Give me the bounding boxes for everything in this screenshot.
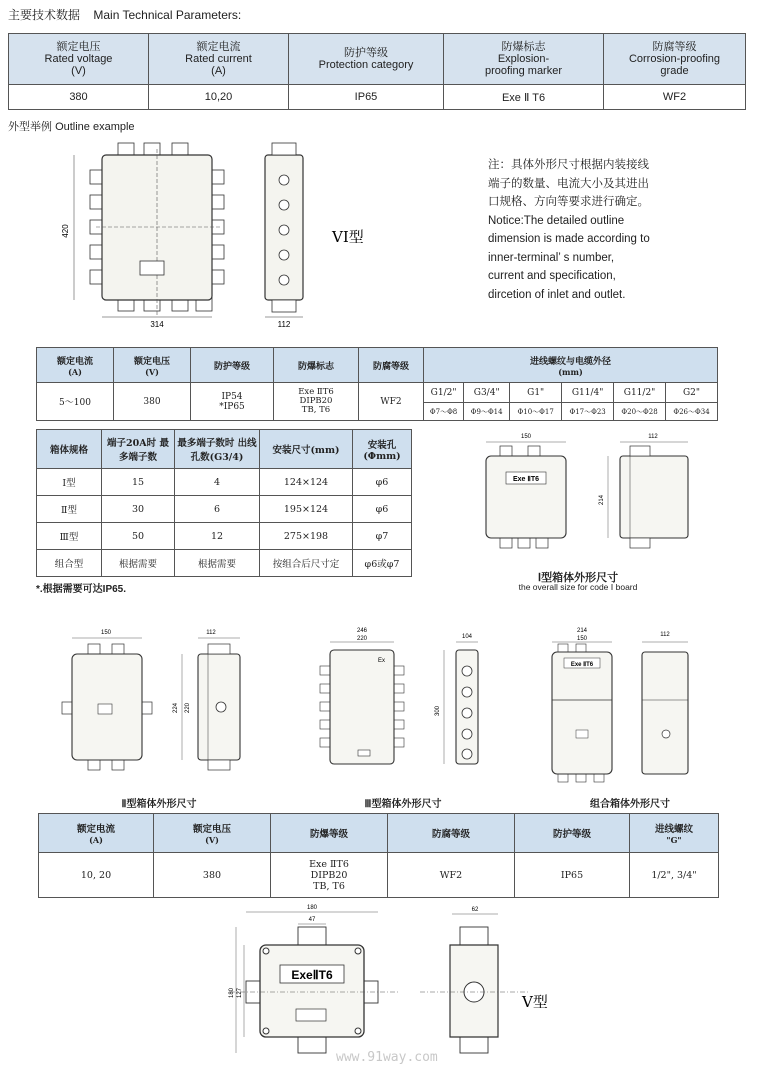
table-row: Ⅰ型 15 4 124×124 φ6 [37, 469, 412, 496]
svg-text:214: 214 [599, 494, 605, 506]
table-cell: IP54 *IP65 [191, 383, 274, 421]
page-heading [8, 6, 241, 23]
watermark: www.91way.com [336, 1050, 438, 1065]
table-cell: 380 [9, 85, 149, 110]
svg-text:246: 246 [356, 628, 368, 634]
vi-type-label: VI型 [332, 228, 364, 246]
heading-cn: 主要技术数据 [8, 8, 81, 22]
note-en-line: dimension is made according to [488, 233, 650, 245]
header-cell: 进线螺纹 "G" [630, 814, 719, 853]
table-row: Ⅱ型 30 6 195×124 φ6 [37, 496, 412, 523]
table-cell: WF2 [604, 85, 746, 110]
table-cell: Φ17～Φ23 [562, 403, 614, 421]
table-cell: G1" [510, 383, 562, 403]
header-cell: 防腐等级 [388, 814, 515, 853]
note-en-line: inner-terminal’ s number, [488, 251, 615, 264]
header-cell: 额定电压 Rated voltage (V) [9, 34, 149, 85]
outline-title: 外型举例 Outline example [8, 121, 135, 133]
vi-type-drawing [60, 135, 364, 330]
svg-text:150: 150 [520, 434, 532, 440]
table-cell: IP65 [515, 853, 630, 898]
table-cell: G2" [666, 383, 718, 403]
note-en-line: dircetion of inlet and outlet. [488, 288, 626, 301]
svg-text:224: 224 [173, 702, 179, 714]
v-type-label: V型 [522, 993, 548, 1011]
svg-text:127: 127 [237, 987, 243, 999]
svg-text:150: 150 [576, 636, 588, 642]
thread-spec-table [36, 347, 718, 421]
note-block [488, 156, 650, 304]
type3-marker: Ex [378, 658, 386, 664]
note-cn-line: 注：具体外形尺寸根据内装接线 [488, 159, 649, 171]
svg-text:214: 214 [576, 628, 588, 634]
header-cell: 防爆标志 Explosion- proofing marker [444, 34, 604, 85]
header-cell: 额定电流 (A) [37, 348, 114, 383]
table3-footnote: *.根据需要可达IP65. [36, 584, 127, 595]
header-cell: 防护等级 Protection category [289, 34, 444, 85]
vi-dim-depth: 112 [277, 320, 291, 329]
header-cell: 箱体规格 [37, 430, 102, 469]
table-cell: Exe Ⅱ T6 [444, 85, 604, 110]
svg-text:150: 150 [100, 630, 112, 636]
table-cell: Φ20～Φ28 [614, 403, 666, 421]
svg-text:300: 300 [435, 705, 441, 717]
svg-text:180: 180 [306, 905, 318, 911]
header-cell: 防腐等级 Corrosion-proofing grade [604, 34, 746, 85]
table-cell: 1/2", 3/4" [630, 853, 719, 898]
svg-text:180: 180 [229, 987, 235, 999]
table-cell: Φ26～Φ34 [666, 403, 718, 421]
type3-caption: Ⅲ型箱体外形尺寸 [364, 799, 442, 810]
table-cell: Φ9～Φ14 [464, 403, 510, 421]
table-cell: WF2 [388, 853, 515, 898]
svg-text:47: 47 [308, 917, 316, 923]
combo-marker: Exe ⅡT6 [570, 662, 594, 668]
table-cell: G1/2" [424, 383, 464, 403]
table-cell: G3/4" [464, 383, 510, 403]
table-cell: IP65 [289, 85, 444, 110]
header-cell: 安装孔(Φmm) [353, 430, 412, 469]
box-spec-table [36, 429, 412, 577]
type1-marker: Exe ⅡT6 [512, 476, 540, 483]
header-cell: 防护等级 [515, 814, 630, 853]
table-cell: G11/2" [614, 383, 666, 403]
header-cell: 额定电压 (V) [114, 348, 191, 383]
table-cell: 5～100 [37, 383, 114, 421]
header-cell: 防爆标志 [274, 348, 359, 383]
table-row: 组合型 根据需要 根据需要 按组合后尺寸定 φ6或φ7 [37, 550, 412, 577]
table-cell: Φ10～Φ17 [510, 403, 562, 421]
header-cell: 防爆等级 [271, 814, 388, 853]
vi-dim-width: 314 [150, 320, 164, 329]
header-cell: 进线螺纹与电缆外径 (mm) [424, 348, 718, 383]
table-row: Ⅲ型 50 12 275×198 φ7 [37, 523, 412, 550]
note-cn-line: 端子的数量、电流大小及其进出 [488, 177, 649, 190]
table-cell: Exe ⅡT6 DIPB20 TB, T6 [274, 383, 359, 421]
header-cell: 安装尺寸(mm) [260, 430, 353, 469]
v-type-drawing [230, 903, 550, 1068]
header-cell: 防护等级 [191, 348, 274, 383]
v-marker: ExeⅡT6 [291, 968, 333, 982]
type2-drawing [58, 626, 258, 796]
header-cell: 额定电流 Rated current (A) [149, 34, 289, 85]
v-type-spec-table [38, 813, 719, 898]
header-cell: 额定电流 (A) [39, 814, 154, 853]
table-cell: Φ7～Φ8 [424, 403, 464, 421]
table-row [9, 85, 746, 110]
table-cell: Exe ⅡT6 DIPB20 TB, T6 [271, 853, 388, 898]
svg-text:220: 220 [356, 636, 368, 642]
heading-en: Main Technical Parameters: [93, 8, 242, 22]
type3-drawing [312, 626, 492, 796]
table-header-row [9, 34, 746, 85]
header-cell: 防腐等级 [359, 348, 424, 383]
svg-text:104: 104 [461, 634, 473, 640]
table-cell: 380 [114, 383, 191, 421]
type1-caption-en: the overall size for code Ⅰ board [518, 582, 638, 592]
header-cell: 端子20A时 最多端子数 [102, 430, 175, 469]
note-en-line: Notice:The detailed outline [488, 214, 625, 227]
table-cell: G11/4" [562, 383, 614, 403]
table-cell: 10,20 [149, 85, 289, 110]
table-cell: 380 [154, 853, 271, 898]
svg-text:112: 112 [660, 632, 670, 638]
svg-text:62: 62 [471, 907, 479, 913]
svg-text:112: 112 [648, 434, 658, 440]
combo-caption: 组合箱体外形尺寸 [590, 799, 670, 810]
combo-drawing [538, 626, 738, 796]
table-cell: 10, 20 [39, 853, 154, 898]
table-row [39, 853, 719, 898]
svg-text:220: 220 [185, 702, 191, 714]
type1-caption: Ⅰ型箱体外形尺寸 [537, 572, 619, 584]
header-cell: 最多端子数时 出线孔数(G3/4) [175, 430, 260, 469]
table-cell: WF2 [359, 383, 424, 421]
header-cell: 额定电压 (V) [154, 814, 271, 853]
note-cn-line: 口规格、方向等要求进行确定。 [488, 196, 649, 208]
svg-text:112: 112 [206, 630, 216, 636]
vi-dim-height: 420 [61, 224, 70, 238]
type2-caption: Ⅱ型箱体外形尺寸 [121, 799, 197, 810]
main-parameters-table [8, 33, 746, 110]
note-en-line: current and specification, [488, 270, 616, 282]
